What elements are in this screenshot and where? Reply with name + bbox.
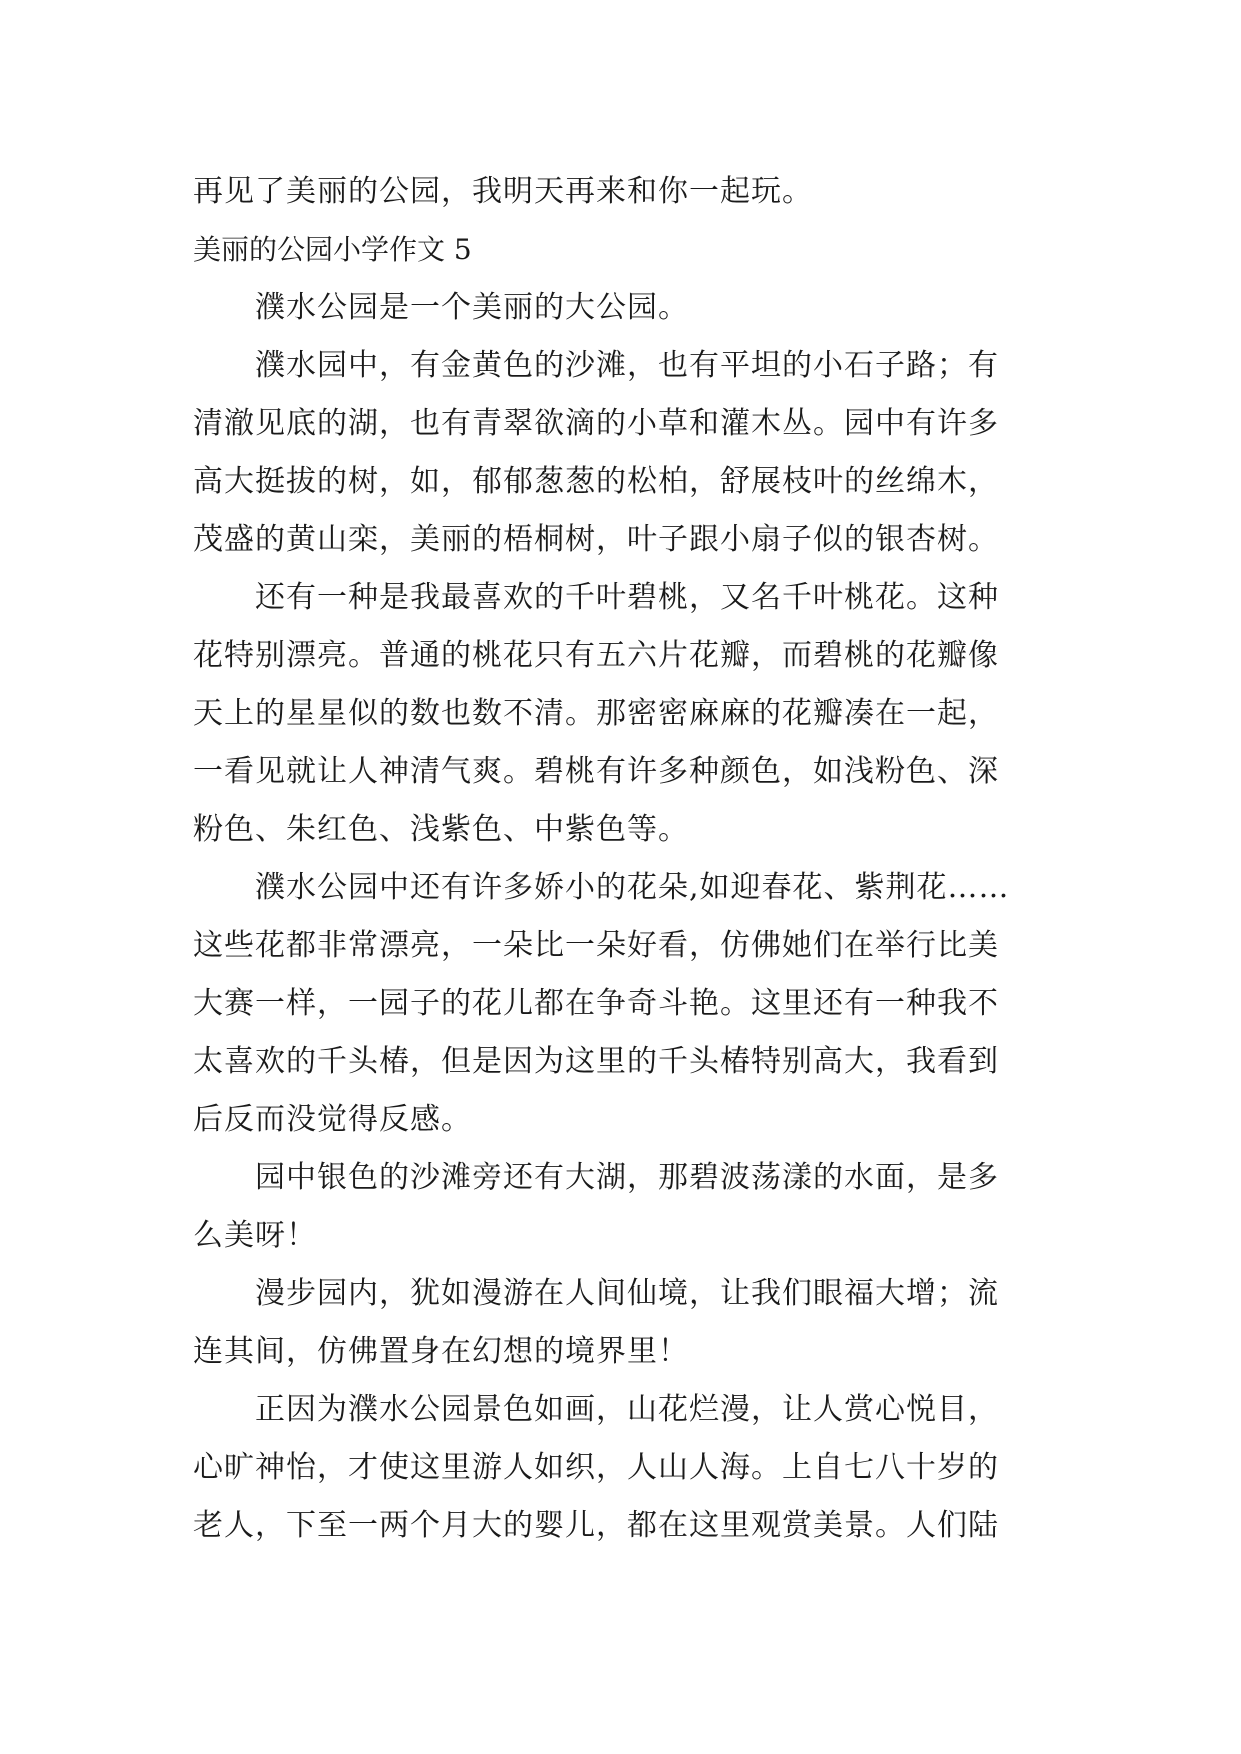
paragraph-line: 还有一种是我最喜欢的千叶碧桃，又名千叶桃花。这种 [255,580,999,615]
paragraph-line: 粉色、朱红色、浅紫色、中紫色等。 [193,812,689,847]
paragraph-line: 么美呀！ [193,1218,317,1253]
paragraph-line: 濮水公园是一个美丽的大公园。 [255,290,689,325]
paragraph-line: 这些花都非常漂亮，一朵比一朵好看，仿佛她们在举行比美 [193,928,999,963]
paragraph-line: 一看见就让人神清气爽。碧桃有许多种颜色，如浅粉色、深 [193,754,999,789]
paragraph-line: 濮水公园中还有许多娇小的花朵,如迎春花、紫荆花…… [255,870,1010,905]
paragraph-line: 大赛一样，一园子的花儿都在争奇斗艳。这里还有一种我不 [193,986,999,1021]
essay-title: 美丽的公园小学作文 5 [193,233,472,266]
paragraph-line: 茂盛的黄山栾，美丽的梧桐树，叶子跟小扇子似的银杏树。 [193,522,999,557]
paragraph-line: 老人，下至一两个月大的婴儿，都在这里观赏美景。人们陆 [193,1508,999,1543]
document-page [193,163,1053,1555]
paragraph-line: 濮水园中，有金黄色的沙滩，也有平坦的小石子路；有 [255,348,999,383]
paragraph-line: 正因为濮水公园景色如画，山花烂漫，让人赏心悦目， [255,1392,999,1427]
paragraph-line: 高大挺拔的树，如，郁郁葱葱的松柏，舒展枝叶的丝绵木， [193,464,999,499]
paragraph-line: 后反而没觉得反感。 [193,1102,472,1137]
paragraph-line: 园中银色的沙滩旁还有大湖，那碧波荡漾的水面，是多 [255,1160,999,1195]
paragraph-line: 太喜欢的千头椿，但是因为这里的千头椿特别高大，我看到 [193,1044,999,1079]
closing-line: 再见了美丽的公园，我明天再来和你一起玩。 [193,174,813,209]
paragraph-line: 心旷神怡，才使这里游人如织，人山人海。上自七八十岁的 [193,1450,999,1485]
paragraph-line: 连其间，仿佛置身在幻想的境界里！ [193,1334,689,1369]
paragraph-line: 漫步园内，犹如漫游在人间仙境，让我们眼福大增；流 [255,1276,999,1311]
paragraph-line: 天上的星星似的数也数不清。那密密麻麻的花瓣凑在一起， [193,696,999,731]
paragraph-line: 花特别漂亮。普通的桃花只有五六片花瓣，而碧桃的花瓣像 [193,638,999,673]
paragraph-line: 清澈见底的湖，也有青翠欲滴的小草和灌木丛。园中有许多 [193,406,999,441]
